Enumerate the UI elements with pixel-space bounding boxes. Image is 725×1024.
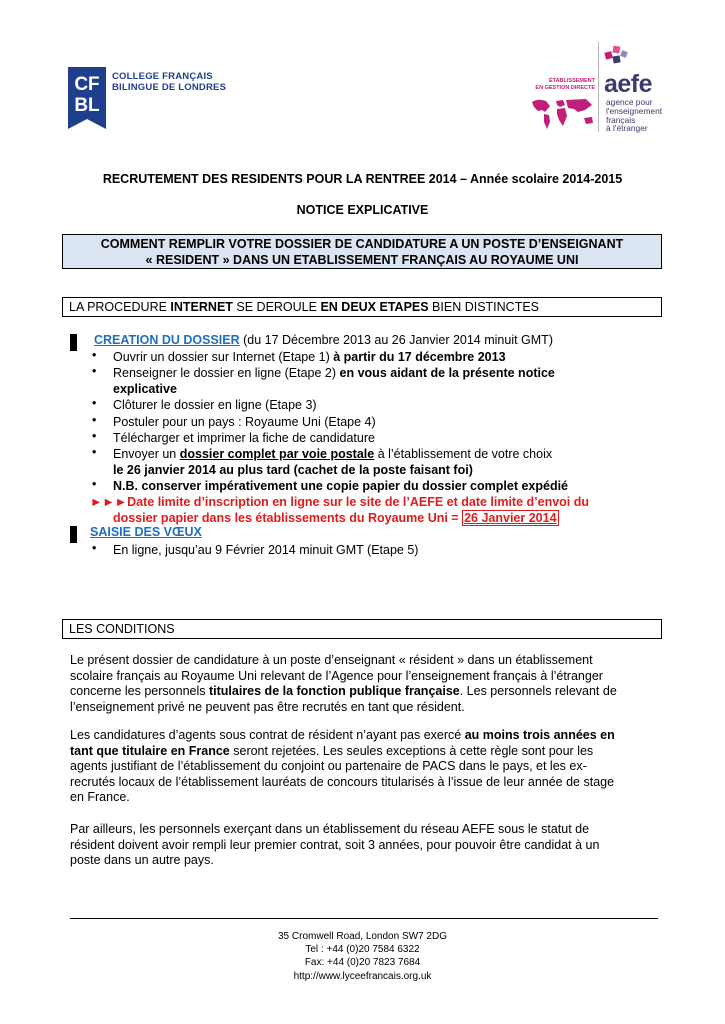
procedure-text: SE DEROULE: [232, 300, 321, 314]
paragraph-2: Les candidatures d’agents sous contrat de résident n’ayant pas exercé au moins trois années en tant que titulaire en France seront rejetées. Les seules exceptions à cette règle sont pour les agents justifiant de l’établissement du conjoint ou partenaire de PACS dans le pays, et les ex- recrutés locaux de l’établissement lauréats de concours titularisés à l’issue de leur année de stage en France.: [70, 728, 615, 805]
list-item: Envoyer un dossier complet par voie postale à l’établissement de votre choix le 26 janvier 2014 au plus tard (cachet de la poste faisant foi): [113, 447, 553, 477]
aefe-sub-3: français: [606, 114, 636, 125]
aefe-badge: [531, 78, 595, 91]
aefe-badge-line2: EN GESTION DIRECTE: [535, 84, 595, 91]
cfbl-line1: COLLEGE FRANÇAIS: [112, 71, 213, 82]
creation-dates: (du 17 Décembre 2013 au 26 Janvier 2014 minuit GMT): [239, 333, 553, 347]
cfbl-line2: BILINGUE DE LONDRES: [112, 82, 227, 93]
aefe-wordmark: aefe: [604, 70, 653, 98]
list-item: Clôturer le dossier en ligne (Etape 3): [113, 398, 317, 412]
section-marker-icon: [70, 526, 77, 543]
procedure-text: LA PROCEDURE: [69, 300, 171, 314]
procedure-two-steps: EN DEUX ETAPES: [320, 300, 429, 314]
list-item: En ligne, jusqu’au 9 Février 2014 minuit GMT (Etape 5): [113, 543, 419, 557]
cfbl-logo-shield: [68, 67, 106, 129]
conditions-box: LES CONDITIONS: [62, 619, 662, 639]
cfbl-letters-top: CF: [74, 74, 100, 95]
paragraph-3: Par ailleurs, les personnels exerçant dans un établissement du réseau AEFE sous le statut de résident doivent avoir rempli leur premier contrat, soit 3 années, pour pouvoir être candidat à un poste dans un autre pays.: [70, 822, 600, 868]
footer-address: 35 Cromwell Road, London SW7 2DG: [278, 931, 447, 942]
arrow-icon: ►►►: [90, 495, 128, 509]
procedure-text: BIEN DISTINCTES: [428, 300, 540, 314]
footer-fax: Fax: +44 (0)20 7823 7684: [304, 957, 421, 969]
document-subtitle: NOTICE EXPLICATIVE: [296, 203, 429, 217]
procedure-internet: INTERNET: [170, 300, 233, 314]
bullet-icon: •: [92, 477, 97, 491]
aefe-sub-4: à l'étranger: [606, 123, 648, 134]
list-item: Postuler pour un pays : Royaume Uni (Etape 4): [113, 415, 376, 429]
bullet-icon: •: [92, 413, 97, 427]
deadline-date: 26 Janvier 2014: [464, 511, 557, 525]
section-marker-icon: [70, 334, 77, 351]
cfbl-letters-bottom: BL: [74, 95, 100, 116]
aefe-subtitle: [606, 98, 662, 133]
aefe-badge-line1: ÉTABLISSEMENT: [548, 78, 595, 84]
bullet-icon: •: [92, 429, 97, 443]
bullet-icon: •: [92, 348, 97, 362]
aefe-divider: [598, 42, 599, 132]
list-item: Ouvrir un dossier sur Internet (Etape 1) à partir du 17 décembre 2013: [113, 350, 506, 364]
bullet-icon: •: [92, 364, 97, 378]
aefe-sub-2: l'enseignement: [606, 105, 663, 116]
bullet-icon: •: [92, 541, 97, 555]
footer: [0, 930, 725, 983]
document-title: RECRUTEMENT DES RESIDENTS POUR LA RENTREE 2014 – Année scolaire 2014-2015: [102, 172, 623, 186]
deadline-warning: ►►►Date limite d’inscription en ligne sur le site de l’AEFE et date limite d’envoi du: [90, 495, 590, 509]
footer-tel: Tel : +44 (0)20 7584 6322: [305, 944, 420, 956]
list-item: Renseigner le dossier en ligne (Etape 2) en vous aidant de la présente notice explicative: [113, 366, 555, 396]
cfbl-logo-text: [112, 71, 226, 93]
bullet-icon: •: [92, 445, 97, 459]
heading-box-line2: « RESIDENT » DANS UN ETABLISSEMENT FRANÇAIS AU ROYAUME UNI: [145, 253, 579, 267]
paragraph-1: Le présent dossier de candidature à un poste d’enseignant « résident » dans un établissement scolaire français au Royaume Uni relevant de l’Agence pour l’enseignement français à l’étranger concerne les personnels titulaires de la fonction publique française. Les personnels relevant de l’enseignement privé ne peuvent pas être recrutés en tant que résident.: [70, 653, 617, 714]
aefe-cubes-icon: [603, 44, 629, 68]
heading-box-line1: COMMENT REMPLIR VOTRE DOSSIER DE CANDIDATURE A UN POSTE D’ENSEIGNANT: [100, 237, 624, 251]
heading-box: [62, 234, 662, 269]
list-item: Télécharger et imprimer la fiche de candidature: [113, 431, 375, 445]
bullet-icon: •: [92, 396, 97, 410]
section-creation-heading: [94, 333, 553, 347]
list-item: N.B. conserver impérativement une copie papier du dossier complet expédié: [113, 479, 569, 493]
creation-dossier-link[interactable]: CREATION DU DOSSIER: [94, 333, 240, 347]
deadline-warning-line2: dossier papier dans les établissements du Royaume Uni = 26 Janvier 2014: [113, 511, 557, 525]
world-map-icon: [530, 96, 596, 130]
saisie-voeux-link[interactable]: SAISIE DES VŒUX: [90, 525, 202, 539]
footer-website-link[interactable]: http://www.lyceefrancais.org.uk: [293, 970, 432, 982]
footer-divider: [70, 918, 658, 919]
section-voeux-heading: [90, 525, 202, 539]
aefe-sub-1: agence pour: [606, 97, 653, 107]
procedure-box: [62, 297, 662, 317]
